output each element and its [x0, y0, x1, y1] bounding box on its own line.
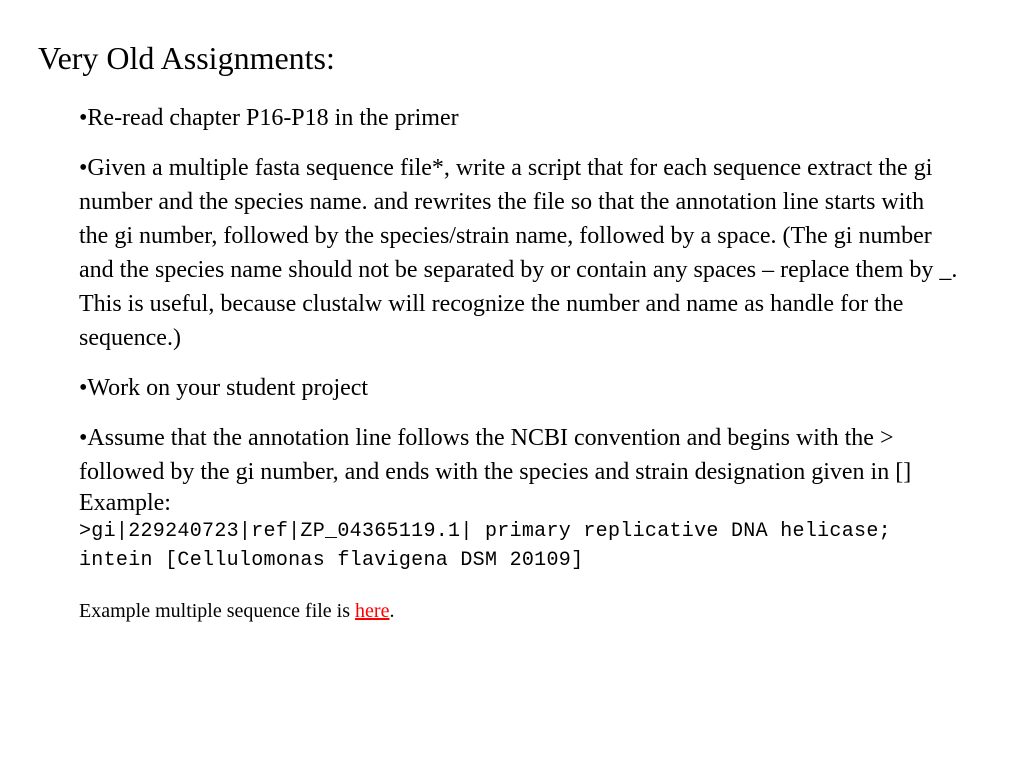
bullet-ncbi-convention: •Assume that the annotation line follows the NCBI convention and begins with the > followed by the gi number, and ends with the species and strain designation given in []	[79, 425, 912, 485]
example-file-link[interactable]: here	[355, 600, 390, 622]
example-file-note	[79, 597, 959, 625]
slide-content	[79, 101, 959, 625]
bullet-student-project: •Work on your student project	[79, 375, 369, 401]
example-file-note-suffix: .	[389, 600, 395, 622]
example-label: Example:	[79, 490, 171, 516]
example-annotation-line: >gi|229240723|ref|ZP_04365119.1| primary replicative DNA helicase; intein [Cellulomonas flavigena DSM 20109]	[79, 520, 904, 572]
bullet-reread-chapter: •Re-read chapter P16-P18 in the primer	[79, 105, 459, 131]
bullet-fasta-script: •Given a multiple fasta sequence file*, write a script that for each sequence extract the gi number and the species name. and rewrites the file so that the annotation line starts with the gi number, followed by the species/strain name, followed by a space. (The gi number and the species name should not be separated by or contain any spaces – replace them by _. This is useful, because clustalw will recognize the number and name as handle for the sequence.)	[79, 155, 958, 351]
slide-title: Very Old Assignments:	[38, 40, 335, 76]
example-file-note-prefix: Example multiple sequence file is	[79, 600, 356, 622]
